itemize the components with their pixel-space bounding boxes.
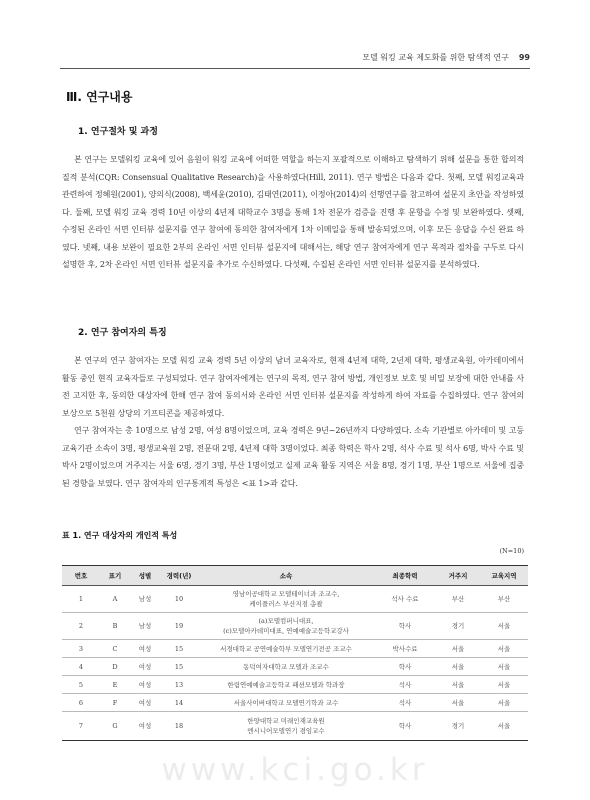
cell-residence: 서울: [436, 694, 480, 712]
paragraph-participants-intro: 본 연구의 연구 참여자는 모델 워킹 교육 경력 5년 이상의 남녀 교육자로, 현재 4년제 대학, 2년제 대학, 평생교육원, 아카데미에서 활동 중인 현직 교육자들로 구성되었다. 연구 참여자에게는 연구의 목적, 연구 참여 방법, 개인정보 보호 및 비밀 보장에 대한 안내를 사전 고지한 후, 동의한 대상자에 한해 연구 참여 동의서와 온라인 서면 인터뷰 설문지를 작성하게 하여 자료를 수집하였다. 연구 참여의 보상으로 5천원 상당의 기프티콘을 제공하였다.: [62, 356, 524, 418]
cell-residence: 서울: [436, 676, 480, 694]
cell-gender: 여성: [130, 712, 160, 741]
cell-gender: 여성: [130, 658, 160, 676]
cell-code: B: [100, 613, 130, 640]
cell-number: 5: [62, 676, 100, 694]
watermark: www.kci.go.kr: [161, 752, 429, 788]
table-row: [62, 694, 528, 712]
cell-code: C: [100, 640, 130, 658]
table-row: [62, 613, 528, 640]
col-header-code: 표기: [100, 566, 130, 586]
cell-number: 4: [62, 658, 100, 676]
cell-education: 석사: [374, 694, 436, 712]
cell-affiliation: 서울사이버대학교 모델연기학과 교수: [198, 694, 374, 712]
cell-education: 학사: [374, 658, 436, 676]
cell-residence: 부산: [436, 586, 480, 613]
cell-region: 서울: [480, 694, 528, 712]
cell-code: G: [100, 712, 130, 741]
cell-number: 1: [62, 586, 100, 613]
cell-gender: 남성: [130, 613, 160, 640]
cell-number: 2: [62, 613, 100, 640]
cell-region: 서울: [480, 712, 528, 741]
running-title: 모델 워킹 교육 제도화를 위한 탐색적 연구: [362, 53, 509, 62]
cell-education: 석사 수료: [374, 586, 436, 613]
running-header: [60, 52, 530, 69]
cell-region: 서울: [480, 613, 528, 640]
paragraph-participants-demographics: 연구 참여자는 총 10명으로 남성 2명, 여성 8명이었으며, 교육 경력은 9년~26년까지 다양하였다. 소속 기관별로 아카데미 및 고등교육기관 소속이 3명, 평생교육원 2명, 전문대 2명, 4년제 대학 3명이었다. 최종 학력은 학사 2명, 석사 수료 및 석사 6명, 박사 수료 및 박사 2명이었으며 거주지는 서울 6명, 경기 3명, 부산 1명이었고 실제 교육 활동 지역은 서울 8명, 경기 1명, 부산 1명으로 서울에 집중된 경향을 보였다. 연구 참여자의 인구통계적 특성은 <표 1>과 같다.: [62, 426, 524, 488]
table-row: [62, 676, 528, 694]
cell-code: F: [100, 694, 130, 712]
cell-affiliation: (a)모델컴퍼니대표, (c)모델아카데미대표, 연예예술고등학교강사: [198, 613, 374, 640]
subsection-heading-procedure: 1. 연구절차 및 과정: [78, 127, 158, 137]
cell-career: 19: [160, 613, 198, 640]
col-header-number: 번호: [62, 566, 100, 586]
table-caption: 표 1. 연구 대상자의 개인적 특성: [62, 531, 178, 540]
cell-residence: 서울: [436, 640, 480, 658]
cell-region: 서울: [480, 658, 528, 676]
cell-residence: 경기: [436, 613, 480, 640]
cell-education: 학사: [374, 712, 436, 741]
cell-number: 3: [62, 640, 100, 658]
cell-affiliation: 동덕여자대학교 모델과 조교수: [198, 658, 374, 676]
col-header-gender: 성별: [130, 566, 160, 586]
cell-code: E: [100, 676, 130, 694]
cell-region: 부산: [480, 586, 528, 613]
cell-career: 13: [160, 676, 198, 694]
cell-gender: 여성: [130, 676, 160, 694]
page-number: 99: [518, 53, 530, 62]
cell-affiliation: 한양대학교 미래인재교육원 엔시니어모델연기 겸임교수: [198, 712, 374, 741]
table-row: [62, 640, 528, 658]
cell-affiliation: 영남이공대학교 모델테이너과 조교수, 케이플러스 부산지점 총괄: [198, 586, 374, 613]
cell-education: 석사: [374, 676, 436, 694]
cell-region: 서울: [480, 676, 528, 694]
cell-number: 7: [62, 712, 100, 741]
table-row: [62, 712, 528, 741]
cell-career: 15: [160, 640, 198, 658]
cell-affiliation: 서경대학교 공연예술학부 모델연기전공 조교수: [198, 640, 374, 658]
cell-gender: 남성: [130, 586, 160, 613]
paragraph-procedure: 본 연구는 모델워킹 교육에 있어 음원이 워킹 교육에 어떠한 역할을 하는지 포괄적으로 이해하고 탐색하기 위해 설문을 통한 합의적 질적 분석(CQR: Consensual Qualitative Research)을 사용하였다(Hill, 2011). 연구 방법은 다음과 같다. 첫째, 모델 워킹교육과 관련하여 정혜원(2001), 양의식(2008), 백세윤(2010), 김태연(2011), 이정아(2014)의 선행연구를 참고하여 설문지 초안을 작성하였다. 둘째, 모델 워킹 교육 경력 10년 이상의 4년제 대학교수 3명을 통해 1차 전문가 검증을 진행 후 문항을 수정 및 보완하였다. 셋째, 수정된 온라인 서면 인터뷰 설문지를 연구 참여에 동의한 참여자에게 1차 이메일을 통해 발송되었으며, 이후 모든 응답을 수신 완료 하였다. 넷째, 내용 보완이 필요한 2부의 온라인 서면 인터뷰 설문지에 대해서는, 해당 연구 참여자에게 연구 목적과 절차를 구두로 다시 설명한 후, 2차 온라인 서면 인터뷰 설문지를 추가로 수신하였다. 다섯째, 수집된 온라인 서면 인터뷰 설문지를 분석하였다.: [62, 155, 524, 269]
cell-education: 학사: [374, 613, 436, 640]
subsection-heading-participants: 2. 연구 참여자의 특징: [78, 328, 167, 338]
cell-number: 6: [62, 694, 100, 712]
cell-code: D: [100, 658, 130, 676]
cell-residence: 경기: [436, 712, 480, 741]
col-header-affiliation: 소속: [198, 566, 374, 586]
col-header-region: 교육지역: [480, 566, 528, 586]
cell-region: 서울: [480, 640, 528, 658]
participant-table: [62, 565, 528, 741]
table-header-row: [62, 566, 528, 586]
col-header-residence: 거주지: [436, 566, 480, 586]
section-heading: Ⅲ. 연구내용: [66, 90, 133, 104]
cell-career: 10: [160, 586, 198, 613]
col-header-career: 경력(년): [160, 566, 198, 586]
cell-career: 15: [160, 658, 198, 676]
cell-affiliation: 한림연예예술고등학교 패션모델과 학과장: [198, 676, 374, 694]
table-sample-size-note: (N=10): [499, 547, 524, 555]
cell-gender: 여성: [130, 640, 160, 658]
cell-residence: 서울: [436, 658, 480, 676]
table-row: [62, 586, 528, 613]
cell-career: 18: [160, 712, 198, 741]
table-row: [62, 658, 528, 676]
cell-career: 14: [160, 694, 198, 712]
cell-education: 박사수료: [374, 640, 436, 658]
col-header-education: 최종학력: [374, 566, 436, 586]
cell-gender: 여성: [130, 694, 160, 712]
cell-code: A: [100, 586, 130, 613]
